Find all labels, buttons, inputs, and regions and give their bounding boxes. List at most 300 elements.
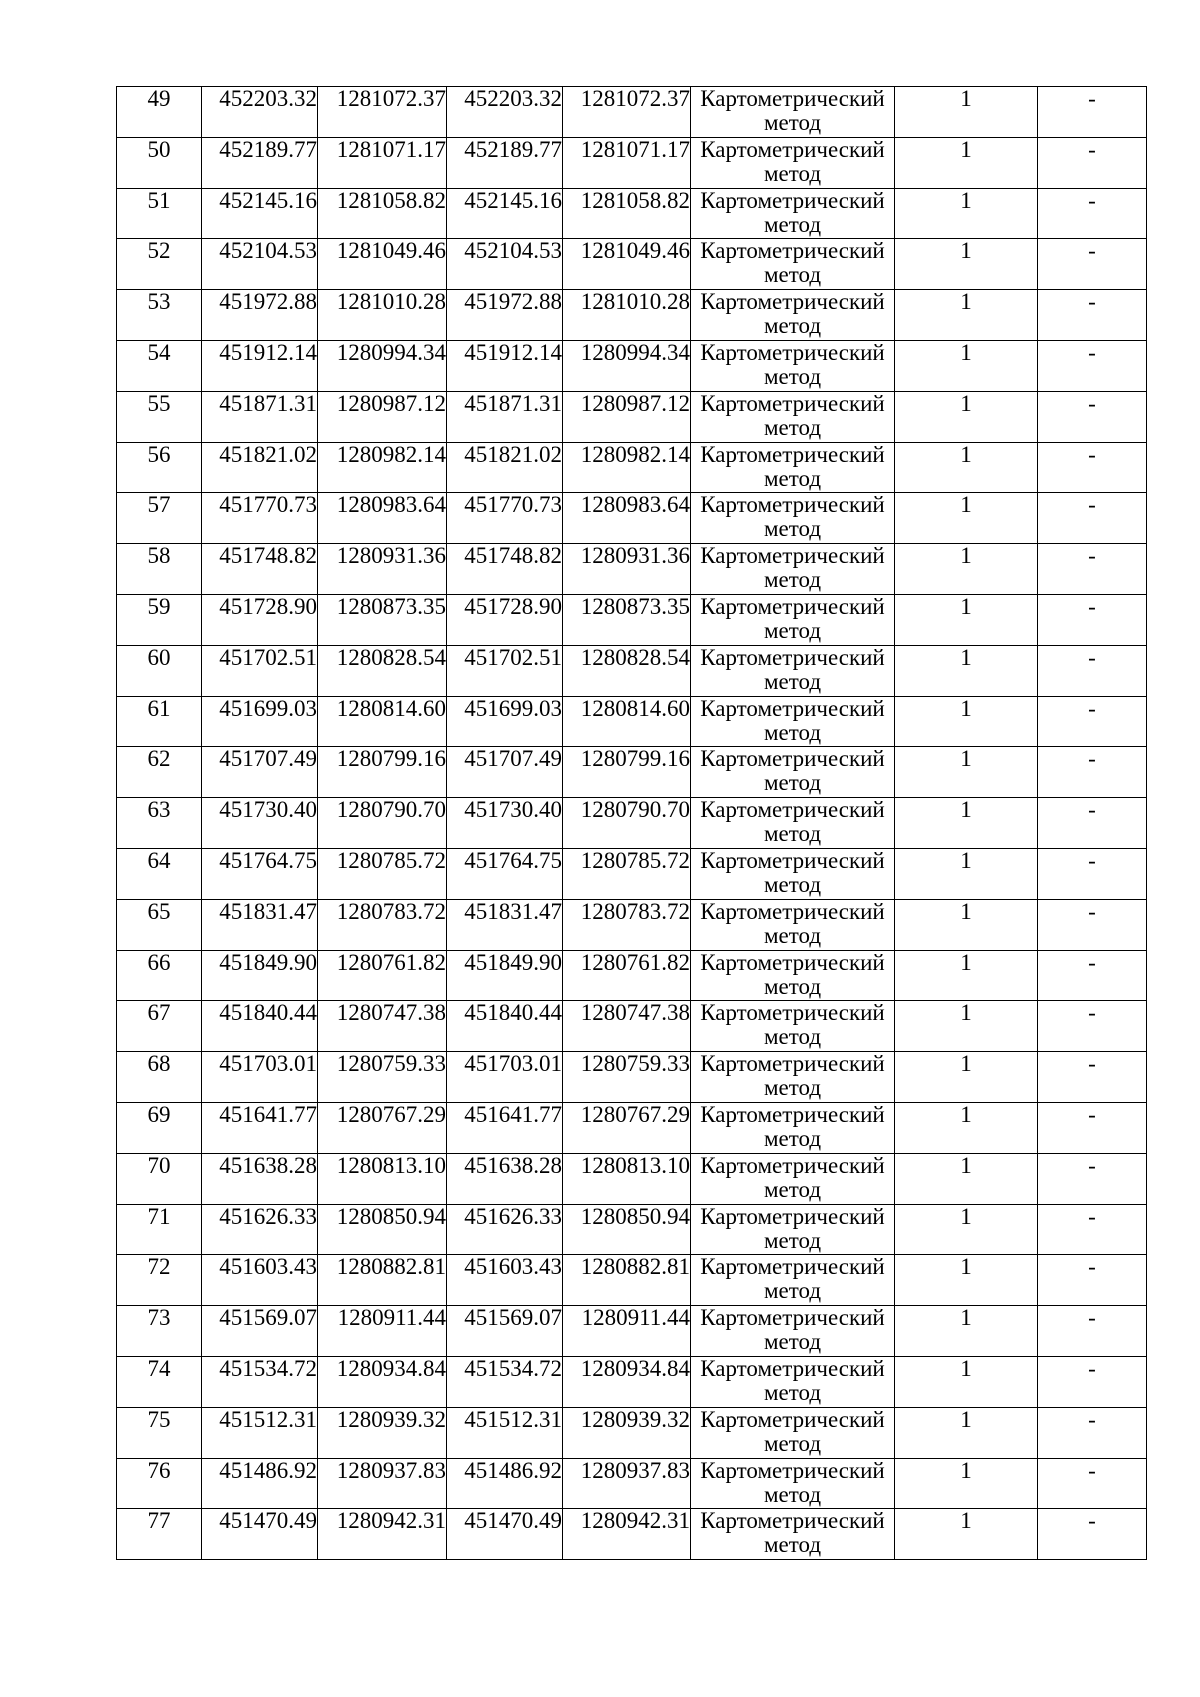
- method-cell: [691, 1204, 895, 1255]
- point-number-cell: 76: [117, 1458, 202, 1509]
- existing-x-cell: 452145.16: [202, 188, 318, 239]
- method-cell: [691, 188, 895, 239]
- refined-x-cell: 451840.44: [447, 1001, 563, 1052]
- accuracy-cell: 1: [895, 340, 1038, 391]
- refined-x-cell: 451764.75: [447, 848, 563, 899]
- method-line-2: метод: [763, 1227, 822, 1253]
- point-number-cell: 54: [117, 340, 202, 391]
- method-cell: [691, 340, 895, 391]
- refined-x-cell: 451641.77: [447, 1102, 563, 1153]
- point-number-cell: 56: [117, 442, 202, 493]
- refined-x-cell: 451512.31: [447, 1407, 563, 1458]
- accuracy-cell: 1: [895, 848, 1038, 899]
- refined-x-cell: 451470.49: [447, 1509, 563, 1560]
- note-cell: -: [1038, 1102, 1147, 1153]
- refined-y-cell: 1280799.16: [563, 747, 691, 798]
- existing-x-cell: 452104.53: [202, 239, 318, 290]
- existing-y-cell: 1280942.31: [318, 1509, 447, 1560]
- method-line-2: метод: [763, 1075, 822, 1101]
- refined-y-cell: 1281071.17: [563, 137, 691, 188]
- point-number-cell: 73: [117, 1306, 202, 1357]
- method-line-2: метод: [763, 1532, 822, 1558]
- note-cell: -: [1038, 1255, 1147, 1306]
- accuracy-cell: 1: [895, 1001, 1038, 1052]
- note-cell: -: [1038, 87, 1147, 138]
- existing-y-cell: 1280759.33: [318, 1052, 447, 1103]
- method-line-1: Картометрический: [700, 340, 885, 365]
- refined-y-cell: 1280767.29: [563, 1102, 691, 1153]
- method-cell: [691, 899, 895, 950]
- table-row: [117, 899, 1147, 950]
- method-line-2: метод: [763, 110, 822, 135]
- method-line-1: Картометрический: [700, 1305, 885, 1331]
- existing-x-cell: 452189.77: [202, 137, 318, 188]
- existing-y-cell: 1280987.12: [318, 391, 447, 442]
- method-cell: [691, 290, 895, 341]
- table-row: [117, 1204, 1147, 1255]
- refined-x-cell: 451703.01: [447, 1052, 563, 1103]
- existing-x-cell: 451831.47: [202, 899, 318, 950]
- accuracy-cell: 1: [895, 290, 1038, 341]
- existing-x-cell: 451707.49: [202, 747, 318, 798]
- method-line-1: Картометрический: [700, 1508, 885, 1534]
- existing-y-cell: 1280761.82: [318, 950, 447, 1001]
- method-line-1: Картометрический: [700, 543, 885, 569]
- method-cell: [691, 747, 895, 798]
- method-line-1: Картометрический: [700, 645, 885, 670]
- refined-y-cell: 1280987.12: [563, 391, 691, 442]
- existing-y-cell: 1280790.70: [318, 798, 447, 849]
- method-line-1: Картометрический: [700, 950, 885, 975]
- refined-x-cell: 452203.32: [447, 87, 563, 138]
- point-number-cell: 59: [117, 594, 202, 645]
- method-line-1: Картометрический: [700, 289, 885, 315]
- refined-x-cell: 451831.47: [447, 899, 563, 950]
- table-row: [117, 1153, 1147, 1204]
- accuracy-cell: 1: [895, 1153, 1038, 1204]
- note-cell: -: [1038, 1458, 1147, 1509]
- accuracy-cell: 1: [895, 1458, 1038, 1509]
- method-line-1: Картометрический: [700, 899, 885, 924]
- note-cell: -: [1038, 1204, 1147, 1255]
- method-line-2: метод: [763, 363, 822, 389]
- method-line-2: метод: [763, 973, 822, 999]
- note-cell: -: [1038, 137, 1147, 188]
- method-line-2: метод: [763, 922, 822, 948]
- method-cell: [691, 391, 895, 442]
- existing-x-cell: 451569.07: [202, 1306, 318, 1357]
- point-number-cell: 70: [117, 1153, 202, 1204]
- existing-y-cell: 1280939.32: [318, 1407, 447, 1458]
- point-number-cell: 51: [117, 188, 202, 239]
- existing-y-cell: 1281072.37: [318, 87, 447, 138]
- method-line-2: метод: [763, 1481, 822, 1507]
- refined-x-cell: 451626.33: [447, 1204, 563, 1255]
- table-row: [117, 1001, 1147, 1052]
- note-cell: -: [1038, 239, 1147, 290]
- refined-y-cell: 1281010.28: [563, 290, 691, 341]
- refined-y-cell: 1280828.54: [563, 645, 691, 696]
- method-cell: [691, 594, 895, 645]
- table-row: [117, 1102, 1147, 1153]
- note-cell: -: [1038, 747, 1147, 798]
- refined-x-cell: 451603.43: [447, 1255, 563, 1306]
- refined-x-cell: 451707.49: [447, 747, 563, 798]
- accuracy-cell: 1: [895, 645, 1038, 696]
- accuracy-cell: 1: [895, 1407, 1038, 1458]
- note-cell: -: [1038, 1306, 1147, 1357]
- accuracy-cell: 1: [895, 544, 1038, 595]
- refined-x-cell: 451638.28: [447, 1153, 563, 1204]
- refined-x-cell: 451912.14: [447, 340, 563, 391]
- refined-y-cell: 1280983.64: [563, 493, 691, 544]
- table-row: [117, 594, 1147, 645]
- method-line-2: метод: [763, 1379, 822, 1405]
- method-line-1: Картометрический: [700, 1051, 885, 1077]
- method-line-2: метод: [763, 1278, 822, 1304]
- method-line-1: Картометрический: [700, 188, 885, 213]
- refined-x-cell: 451821.02: [447, 442, 563, 493]
- method-cell: [691, 1001, 895, 1052]
- method-line-1: Картометрический: [700, 594, 885, 619]
- accuracy-cell: 1: [895, 899, 1038, 950]
- existing-y-cell: 1280937.83: [318, 1458, 447, 1509]
- refined-y-cell: 1280911.44: [563, 1306, 691, 1357]
- refined-y-cell: 1280850.94: [563, 1204, 691, 1255]
- method-line-2: метод: [763, 160, 822, 186]
- accuracy-cell: 1: [895, 950, 1038, 1001]
- table-row: [117, 544, 1147, 595]
- table-row: [117, 1407, 1147, 1458]
- point-number-cell: 62: [117, 747, 202, 798]
- refined-x-cell: 451534.72: [447, 1356, 563, 1407]
- point-number-cell: 55: [117, 391, 202, 442]
- existing-x-cell: 451849.90: [202, 950, 318, 1001]
- accuracy-cell: 1: [895, 188, 1038, 239]
- point-number-cell: 66: [117, 950, 202, 1001]
- existing-x-cell: 451728.90: [202, 594, 318, 645]
- existing-x-cell: 451512.31: [202, 1407, 318, 1458]
- note-cell: -: [1038, 1356, 1147, 1407]
- method-line-2: метод: [763, 821, 822, 847]
- accuracy-cell: 1: [895, 1255, 1038, 1306]
- table-row: [117, 645, 1147, 696]
- refined-y-cell: 1281058.82: [563, 188, 691, 239]
- existing-y-cell: 1280799.16: [318, 747, 447, 798]
- note-cell: -: [1038, 544, 1147, 595]
- table-row: [117, 950, 1147, 1001]
- refined-y-cell: 1280783.72: [563, 899, 691, 950]
- method-line-2: метод: [763, 1125, 822, 1151]
- existing-x-cell: 451748.82: [202, 544, 318, 595]
- method-line-2: метод: [763, 211, 822, 237]
- point-number-cell: 60: [117, 645, 202, 696]
- accuracy-cell: 1: [895, 493, 1038, 544]
- table-row: [117, 1255, 1147, 1306]
- refined-x-cell: 452145.16: [447, 188, 563, 239]
- point-number-cell: 58: [117, 544, 202, 595]
- table-row: [117, 696, 1147, 747]
- table-row: [117, 442, 1147, 493]
- method-line-1: Картометрический: [700, 848, 885, 873]
- method-cell: [691, 1153, 895, 1204]
- existing-x-cell: 451730.40: [202, 798, 318, 849]
- method-cell: [691, 1509, 895, 1560]
- accuracy-cell: 1: [895, 1509, 1038, 1560]
- method-line-2: метод: [763, 1329, 822, 1355]
- existing-y-cell: 1280785.72: [318, 848, 447, 899]
- refined-y-cell: 1280882.81: [563, 1255, 691, 1306]
- existing-x-cell: 451912.14: [202, 340, 318, 391]
- method-line-2: метод: [763, 668, 822, 694]
- point-number-cell: 53: [117, 290, 202, 341]
- existing-x-cell: 451641.77: [202, 1102, 318, 1153]
- existing-x-cell: 451840.44: [202, 1001, 318, 1052]
- point-number-cell: 77: [117, 1509, 202, 1560]
- method-line-1: Картометрический: [700, 1102, 885, 1127]
- refined-y-cell: 1280942.31: [563, 1509, 691, 1560]
- note-cell: -: [1038, 1407, 1147, 1458]
- existing-y-cell: 1280983.64: [318, 493, 447, 544]
- existing-y-cell: 1280814.60: [318, 696, 447, 747]
- method-cell: [691, 950, 895, 1001]
- existing-x-cell: 451770.73: [202, 493, 318, 544]
- point-number-cell: 49: [117, 87, 202, 138]
- refined-x-cell: 451486.92: [447, 1458, 563, 1509]
- table-row: [117, 87, 1147, 138]
- refined-x-cell: 451849.90: [447, 950, 563, 1001]
- existing-x-cell: 451972.88: [202, 290, 318, 341]
- note-cell: -: [1038, 290, 1147, 341]
- table-row: [117, 239, 1147, 290]
- point-number-cell: 50: [117, 137, 202, 188]
- existing-x-cell: 451603.43: [202, 1255, 318, 1306]
- refined-x-cell: 451972.88: [447, 290, 563, 341]
- method-cell: [691, 798, 895, 849]
- existing-y-cell: 1281058.82: [318, 188, 447, 239]
- existing-y-cell: 1280982.14: [318, 442, 447, 493]
- refined-y-cell: 1280747.38: [563, 1001, 691, 1052]
- existing-y-cell: 1281071.17: [318, 137, 447, 188]
- note-cell: -: [1038, 594, 1147, 645]
- table-row: [117, 340, 1147, 391]
- refined-y-cell: 1281049.46: [563, 239, 691, 290]
- method-cell: [691, 1052, 895, 1103]
- refined-x-cell: 451699.03: [447, 696, 563, 747]
- table-row: [117, 391, 1147, 442]
- table-row: [117, 798, 1147, 849]
- table-row: [117, 747, 1147, 798]
- existing-x-cell: 451486.92: [202, 1458, 318, 1509]
- existing-y-cell: 1280783.72: [318, 899, 447, 950]
- point-number-cell: 57: [117, 493, 202, 544]
- existing-x-cell: 451703.01: [202, 1052, 318, 1103]
- refined-x-cell: 451569.07: [447, 1306, 563, 1357]
- existing-y-cell: 1280934.84: [318, 1356, 447, 1407]
- note-cell: -: [1038, 798, 1147, 849]
- accuracy-cell: 1: [895, 1204, 1038, 1255]
- method-cell: [691, 1458, 895, 1509]
- existing-y-cell: 1280767.29: [318, 1102, 447, 1153]
- refined-x-cell: 451730.40: [447, 798, 563, 849]
- refined-y-cell: 1280873.35: [563, 594, 691, 645]
- method-line-2: метод: [763, 465, 822, 491]
- existing-y-cell: 1280882.81: [318, 1255, 447, 1306]
- point-number-cell: 69: [117, 1102, 202, 1153]
- method-line-1: Картометрический: [700, 492, 885, 518]
- accuracy-cell: 1: [895, 798, 1038, 849]
- method-line-2: метод: [763, 414, 822, 440]
- method-line-1: Картометрический: [700, 1356, 885, 1381]
- note-cell: -: [1038, 493, 1147, 544]
- method-cell: [691, 645, 895, 696]
- refined-x-cell: 451748.82: [447, 544, 563, 595]
- refined-y-cell: 1280931.36: [563, 544, 691, 595]
- method-line-2: метод: [763, 617, 822, 643]
- note-cell: -: [1038, 1153, 1147, 1204]
- method-line-1: Картометрический: [700, 86, 885, 111]
- point-number-cell: 63: [117, 798, 202, 849]
- note-cell: -: [1038, 645, 1147, 696]
- accuracy-cell: 1: [895, 1356, 1038, 1407]
- method-line-1: Картометрический: [700, 238, 885, 264]
- accuracy-cell: 1: [895, 442, 1038, 493]
- method-cell: [691, 696, 895, 747]
- method-cell: [691, 1306, 895, 1357]
- existing-y-cell: 1280813.10: [318, 1153, 447, 1204]
- refined-y-cell: 1280982.14: [563, 442, 691, 493]
- method-line-1: Картометрический: [700, 696, 885, 721]
- point-number-cell: 61: [117, 696, 202, 747]
- note-cell: -: [1038, 340, 1147, 391]
- table-row: [117, 290, 1147, 341]
- existing-y-cell: 1280828.54: [318, 645, 447, 696]
- point-number-cell: 72: [117, 1255, 202, 1306]
- point-number-cell: 74: [117, 1356, 202, 1407]
- refined-y-cell: 1280813.10: [563, 1153, 691, 1204]
- refined-y-cell: 1280994.34: [563, 340, 691, 391]
- accuracy-cell: 1: [895, 747, 1038, 798]
- accuracy-cell: 1: [895, 391, 1038, 442]
- table-row: [117, 1306, 1147, 1357]
- existing-x-cell: 451871.31: [202, 391, 318, 442]
- method-line-2: метод: [763, 262, 822, 288]
- existing-y-cell: 1281049.46: [318, 239, 447, 290]
- method-cell: [691, 87, 895, 138]
- method-line-1: Картометрический: [700, 1153, 885, 1178]
- method-line-2: метод: [763, 719, 822, 745]
- refined-y-cell: 1280814.60: [563, 696, 691, 747]
- note-cell: -: [1038, 696, 1147, 747]
- note-cell: -: [1038, 1052, 1147, 1103]
- refined-y-cell: 1281072.37: [563, 87, 691, 138]
- refined-y-cell: 1280759.33: [563, 1052, 691, 1103]
- refined-x-cell: 451728.90: [447, 594, 563, 645]
- existing-y-cell: 1280850.94: [318, 1204, 447, 1255]
- method-line-1: Картометрический: [700, 1254, 885, 1280]
- refined-y-cell: 1280934.84: [563, 1356, 691, 1407]
- existing-y-cell: 1280911.44: [318, 1306, 447, 1357]
- table-row: [117, 493, 1147, 544]
- refined-x-cell: 452104.53: [447, 239, 563, 290]
- accuracy-cell: 1: [895, 137, 1038, 188]
- method-line-1: Картометрический: [700, 1000, 885, 1026]
- accuracy-cell: 1: [895, 239, 1038, 290]
- coordinates-table: [116, 86, 1147, 1560]
- table-row: [117, 1052, 1147, 1103]
- method-cell: [691, 493, 895, 544]
- existing-y-cell: 1280931.36: [318, 544, 447, 595]
- table-row: [117, 188, 1147, 239]
- accuracy-cell: 1: [895, 1102, 1038, 1153]
- method-cell: [691, 1102, 895, 1153]
- accuracy-cell: 1: [895, 1306, 1038, 1357]
- refined-x-cell: 451871.31: [447, 391, 563, 442]
- method-line-1: Картометрический: [700, 1407, 885, 1432]
- table-row: [117, 137, 1147, 188]
- refined-x-cell: 452189.77: [447, 137, 563, 188]
- existing-x-cell: 451470.49: [202, 1509, 318, 1560]
- note-cell: -: [1038, 950, 1147, 1001]
- existing-x-cell: 451699.03: [202, 696, 318, 747]
- accuracy-cell: 1: [895, 87, 1038, 138]
- refined-y-cell: 1280790.70: [563, 798, 691, 849]
- method-line-1: Картометрический: [700, 137, 885, 162]
- existing-x-cell: 451702.51: [202, 645, 318, 696]
- refined-y-cell: 1280937.83: [563, 1458, 691, 1509]
- point-number-cell: 68: [117, 1052, 202, 1103]
- method-line-2: метод: [763, 313, 822, 339]
- table-row: [117, 848, 1147, 899]
- method-line-1: Картометрический: [700, 391, 885, 416]
- point-number-cell: 75: [117, 1407, 202, 1458]
- refined-x-cell: 451702.51: [447, 645, 563, 696]
- existing-y-cell: 1281010.28: [318, 290, 447, 341]
- refined-y-cell: 1280761.82: [563, 950, 691, 1001]
- existing-y-cell: 1280994.34: [318, 340, 447, 391]
- method-line-2: метод: [763, 770, 822, 796]
- method-cell: [691, 1356, 895, 1407]
- refined-y-cell: 1280785.72: [563, 848, 691, 899]
- existing-x-cell: 451764.75: [202, 848, 318, 899]
- existing-x-cell: 451638.28: [202, 1153, 318, 1204]
- table-body: [117, 87, 1147, 1560]
- accuracy-cell: 1: [895, 696, 1038, 747]
- note-cell: -: [1038, 899, 1147, 950]
- method-line-1: Картометрический: [700, 442, 885, 467]
- method-cell: [691, 239, 895, 290]
- accuracy-cell: 1: [895, 594, 1038, 645]
- method-line-1: Картометрический: [700, 746, 885, 772]
- existing-x-cell: 451821.02: [202, 442, 318, 493]
- point-number-cell: 67: [117, 1001, 202, 1052]
- note-cell: -: [1038, 442, 1147, 493]
- document-page: [116, 86, 1146, 1560]
- point-number-cell: 52: [117, 239, 202, 290]
- method-line-1: Картометрический: [700, 1204, 885, 1229]
- method-line-2: метод: [763, 1024, 822, 1050]
- point-number-cell: 64: [117, 848, 202, 899]
- note-cell: -: [1038, 848, 1147, 899]
- method-line-2: метод: [763, 567, 822, 593]
- table-row: [117, 1458, 1147, 1509]
- method-cell: [691, 137, 895, 188]
- method-line-2: метод: [763, 1176, 822, 1202]
- accuracy-cell: 1: [895, 1052, 1038, 1103]
- note-cell: -: [1038, 391, 1147, 442]
- method-cell: [691, 1407, 895, 1458]
- method-line-2: метод: [763, 871, 822, 897]
